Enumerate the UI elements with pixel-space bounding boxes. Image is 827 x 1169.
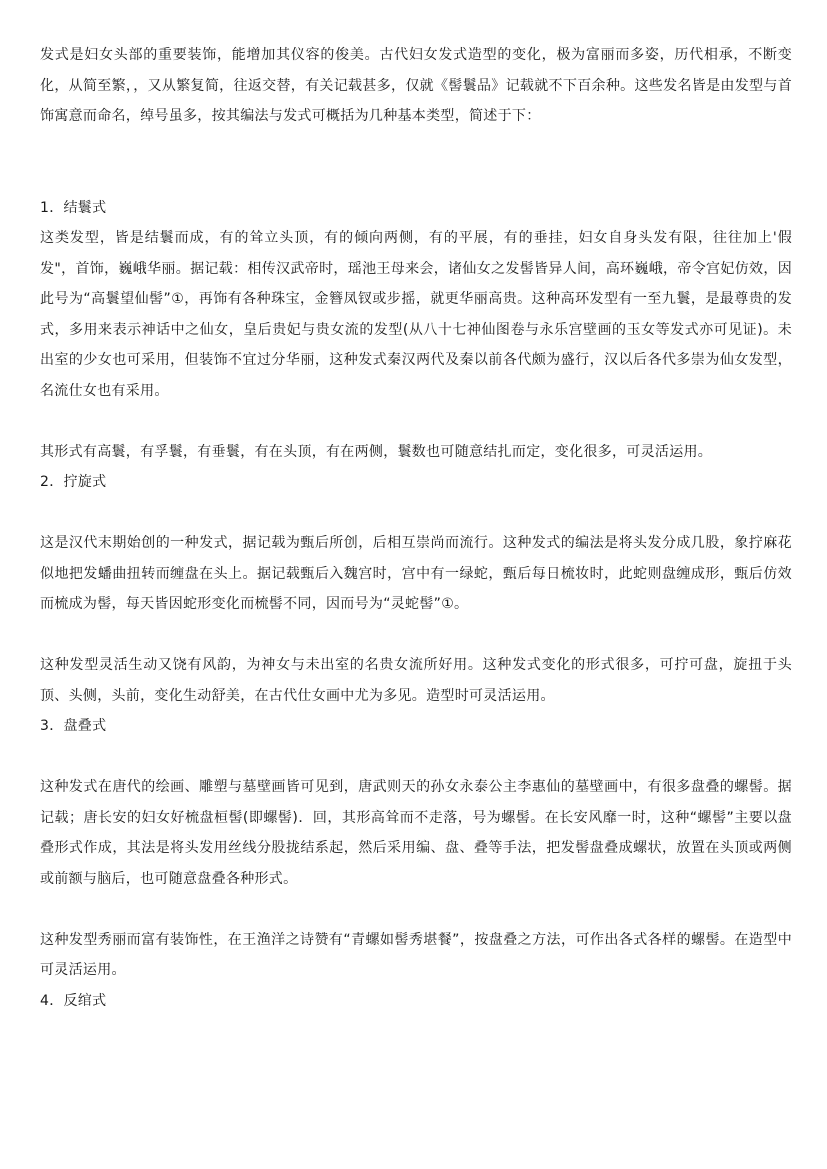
spacer [40,620,792,651]
spacer [40,132,792,163]
spacer [40,162,792,193]
section-3-paragraph-2: 这种发型秀丽而富有装饰性，在王渔洋之诗赞有“青螺如髻秀堪餐”，按盘叠之方法，可作出各式各样的螺髻。在造型中可灵活运用。 [40,931,792,978]
spacer [40,894,792,925]
section-3-paragraph-1: 这种发式在唐代的绘画、雕塑与墓壁画皆可见到，唐武则天的孙女永泰公主李惠仙的墓壁画中，有很多盘叠的螺髻。据记载；唐长安的妇女好梳盘桓髻(即螺髻)．回，其形高耸而不走落，号为螺髻。在长安风靡一时，这种“螺髻”主要以盘叠形式作成，其法是将头发用丝线分股拢结系起，然后采用编、盘、叠等手法，把发髻盘叠成螺状，放置在头顶或两侧或前额与脑后，也可随意盘叠各种形式。 [40,779,792,887]
spacer [40,406,792,437]
spacer [40,742,792,773]
section-1-heading: 1．结鬟式 [40,199,107,216]
section-2-paragraph-1: 这是汉代末期始创的一种发式，据记载为甄后所创，后相互崇尚而流行。这种发式的编法是将头发分成几股，象拧麻花似地把发蟠曲扭转而缠盘在头上。据记载甄后入魏宫时，宫中有一绿蛇，甄后每日梳妆时，此蛇则盘缠成形，甄后仿效而梳成为髻，每天皆因蛇形变化而梳髻不同，因而号为“灵蛇髻”①。 [40,535,792,612]
section-2-heading: 2．拧旋式 [40,474,107,490]
section-1-paragraph-1: 这类发型，皆是结鬟而成，有的耸立头顶，有的倾向两侧，有的平展，有的垂挂，妇女自身头发有限，往往加上'假发"，首饰，巍峨华丽。据记载：相传汉武帝时，瑶池王母来会，诸仙女之发髻皆异人间，高环巍峨，帝令宫妃仿效，因此号为“高鬟望仙髻”①，再饰有各种珠宝，金簪凤钗或步摇，就更华丽高贵。这种高环发型有一至九鬟，是最尊贵的发式，多用来表示神话中之仙女，皇后贵妃与贵女流的发型(从八十七神仙图卷与永乐宫壁画的玉女等发式亦可见证)。未出室的少女也可采用，但装饰不宜过分华丽，这种发式秦汉两代及秦以前各代颇为盛行，汉以后各代多崇为仙女发型，名流仕女也有采用。 [40,230,792,399]
section-2-paragraph-2: 这种发型灵活生动又饶有风韵，为神女与未出室的名贵女流所好用。这种发式变化的形式很多，可拧可盘，旋扭于头顶、头侧，头前，变化生动舒美，在古代仕女画中尤为多见。造型时可灵活运用。 [40,657,792,704]
spacer [40,498,792,529]
section-1-paragraph-2: 其形式有高鬟，有孚鬟，有垂鬟，有在头顶，有在两侧，鬟数也可随意结扎而定，变化很多，可灵活运用。 [40,443,713,460]
section-3-heading: 3．盘叠式 [40,718,107,734]
section-4-heading: 4．反绾式 [40,992,107,1009]
intro-paragraph: 发式是妇女头部的重要装饰，能增加其仪容的俊美。古代妇女发式造型的变化，极为富丽而多姿，历代相承，不断变化，从简至繁，，又从繁复简，往返交替，有关记载甚多，仅就《髻鬟品》记载就不下百余种。这些发名皆是由发型与首饰寓意而命名，绰号虽多，按其编法与发式可概括为几种基本类型，简述于下： [40,47,792,124]
document-page [40,40,792,1016]
